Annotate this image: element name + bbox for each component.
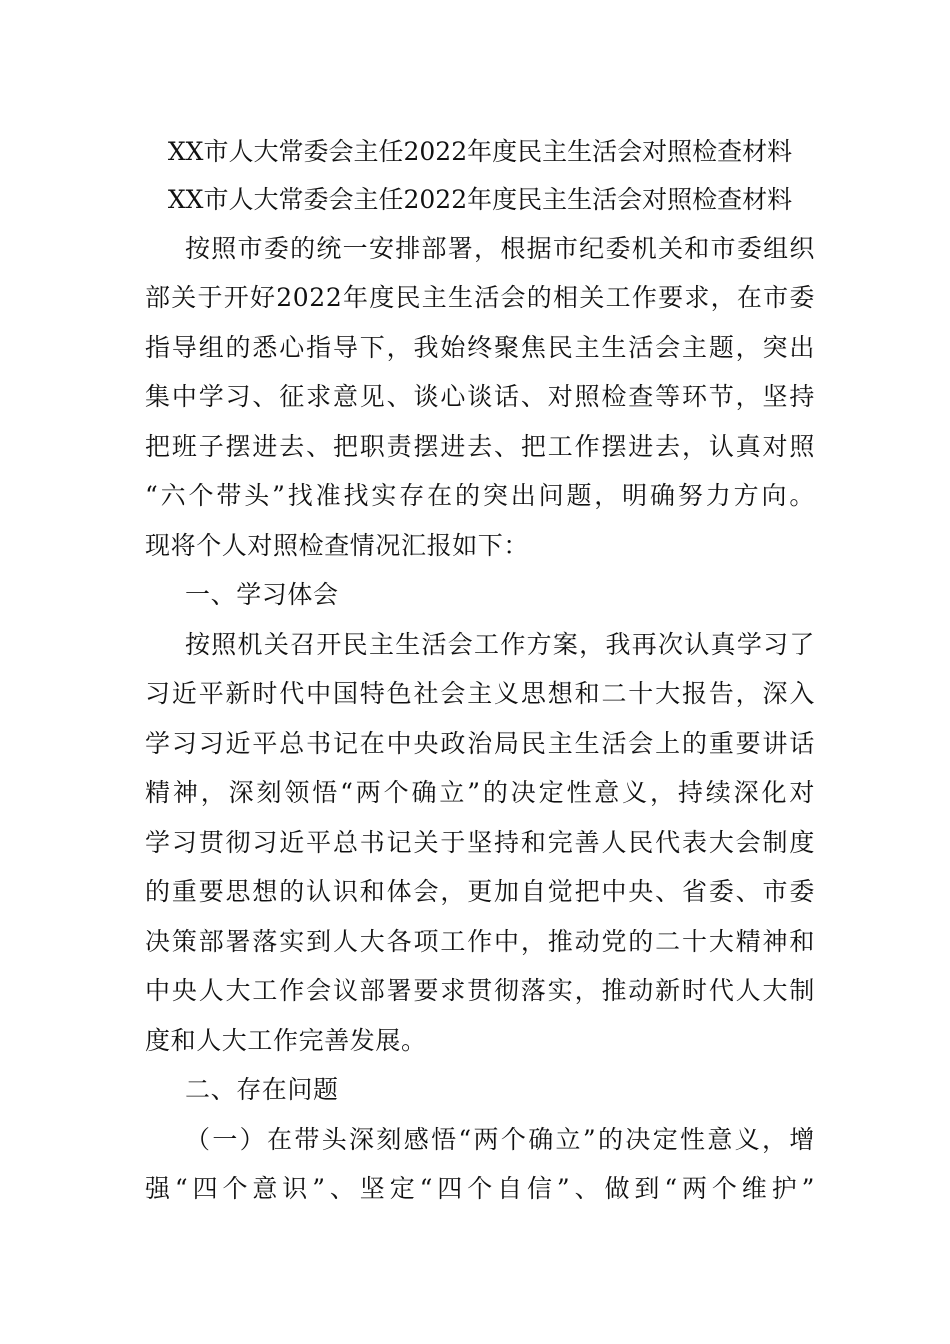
paragraph-line: 度和人大工作完善发展。 [145, 1026, 427, 1055]
paragraph-line: 精神，深刻领悟“两个确立”的决定性意义，持续深化对 [145, 778, 815, 807]
paragraph-line: 习近平新时代中国特色社会主义思想和二十大报告，深入 [145, 679, 815, 708]
paragraph-line: 按照市委的统一安排部署，根据市纪委机关和市委组织 [185, 234, 815, 263]
paragraph-line: 的重要思想的认识和体会，更加自觉把中央、省委、市委 [145, 877, 815, 906]
paragraph-line: 把班子摆进去、把职责摆进去、把工作摆进去，认真对照 [145, 432, 815, 461]
paragraph-line: 部关于开好2022年度民主生活会的相关工作要求，在市委 [145, 283, 815, 312]
paragraph-line: 集中学习、征求意见、谈心谈话、对照检查等环节，坚持 [145, 382, 815, 411]
paragraph-line: 学习习近平总书记在中央政治局民主生活会上的重要讲话 [145, 729, 815, 758]
paragraph-line: 学习贯彻习近平总书记关于坚持和完善人民代表大会制度 [145, 828, 815, 857]
paragraph-line: “六个带头”找准找实存在的突出问题，明确努力方向。 [145, 481, 815, 510]
paragraph-line: 按照机关召开民主生活会工作方案，我再次认真学习了 [185, 630, 815, 659]
paragraph-line: （一）在带头深刻感悟“两个确立”的决定性意义，增 [185, 1125, 815, 1154]
paragraph-line: 现将个人对照检查情况汇报如下： [145, 531, 530, 560]
paragraph-line: 决策部署落实到人大各项工作中，推动党的二十大精神和 [145, 927, 815, 956]
section-heading: 一、学习体会 [185, 580, 339, 609]
document-title: XX市人大常委会主任2022年度民主生活会对照检查材料 [167, 137, 793, 166]
section-heading: 二、存在问题 [185, 1075, 339, 1104]
document-title-repeat: XX市人大常委会主任2022年度民主生活会对照检查材料 [167, 185, 793, 214]
paragraph-line: 指导组的悉心指导下，我始终聚焦民主生活会主题，突出 [145, 333, 815, 362]
paragraph-line: 中央人大工作会议部署要求贯彻落实，推动新时代人大制 [145, 976, 815, 1005]
paragraph-line: 强“四个意识”、坚定“四个自信”、做到“两个维护” [145, 1174, 815, 1203]
